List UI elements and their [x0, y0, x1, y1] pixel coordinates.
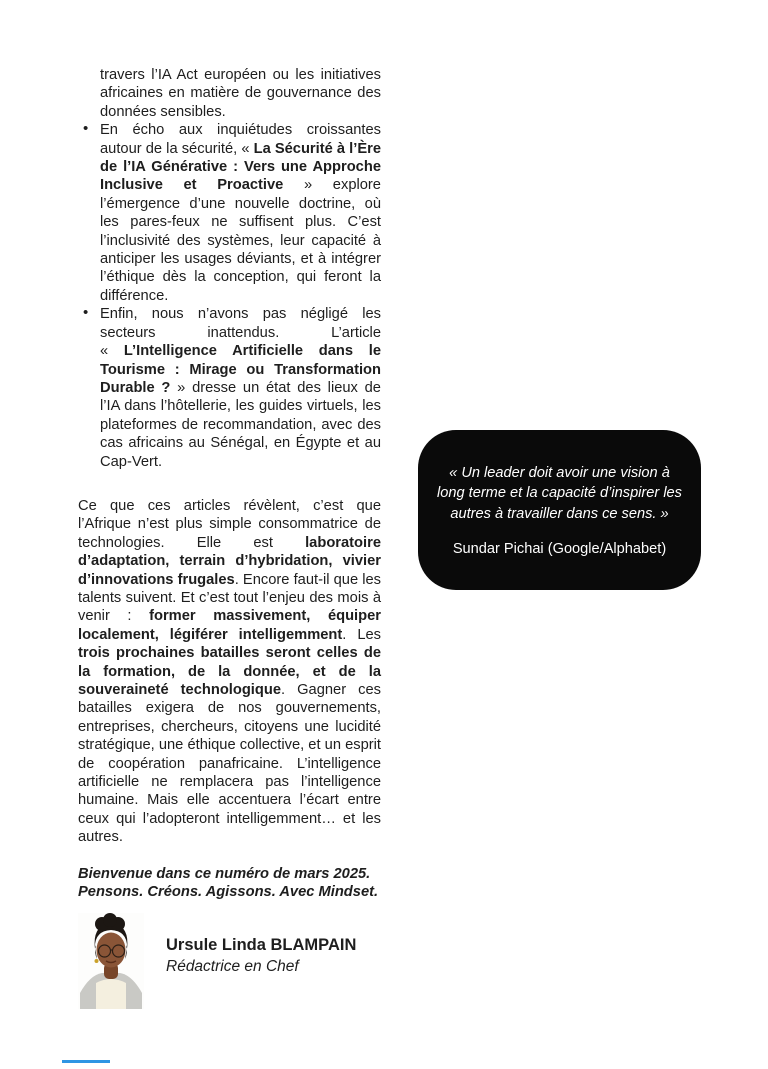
page-bottom-blue-mark	[62, 1060, 110, 1063]
quote-card	[418, 430, 701, 590]
bullet-text: Enfin, nous n’avons pas négligé les secteurs inattendus. L’article « L’Intelligence Artificielle dans le Tourisme : Mirage ou Transformation Durable ? » dresse un état des lieux de l’IA dans l’hôtellerie, les guides virtuels, les plateformes de recommandation, avec des cas africains au Sénégal, en Égypte et au Cap-Vert.	[100, 306, 381, 470]
bullet-dot-icon: •	[83, 304, 89, 322]
bullet-item-tourism	[83, 304, 381, 471]
author-portrait-photo	[78, 913, 144, 1009]
closing-statement	[78, 865, 381, 902]
author-text	[166, 913, 356, 1009]
bullet-dot-icon: •	[83, 120, 89, 138]
author-name: Ursule Linda BLAMPAIN	[166, 936, 357, 955]
closing-line-2: Pensons. Créons. Agissons. Avec Mindset.	[78, 884, 379, 901]
author-block	[78, 913, 381, 1009]
author-role: Rédactrice en Chef	[166, 958, 299, 976]
quote-text: « Un leader doit avoir une vision à long terme et la capacité d’inspirer les autres à travailler dans ce sens. »	[437, 464, 682, 522]
article-column	[78, 66, 381, 1009]
bullet-text: travers l’IA Act européen ou les initiatives africaines en matière de gouvernance des données sensibles.	[100, 67, 381, 120]
quote-attribution: Sundar Pichai (Google/Alphabet)	[452, 541, 667, 558]
bullet-item-security	[83, 120, 382, 305]
closing-line-1: Bienvenue dans ce numéro de mars 2025.	[78, 865, 371, 882]
bullet-list	[78, 66, 381, 471]
bullet-item-continuation	[100, 66, 381, 121]
editorial-paragraph: Ce que ces articles révèlent, c’est que l’Afrique n’est plus simple consommatrice de technologies. Elle est laboratoire d’adaptation, terrain d’hybridation, vivier d’innovations frugales. Encore faut-il que les talents suivent. Et c’est tout l’enjeu des mois à venir : former massivement, équiper localement, légiférer intelligemment. Les trois prochaines batailles seront celles de la formation, de la donnée, et de la souveraineté technologique. Gagner ces batailles exigera de nos gouvernements, entreprises, chercheurs, citoyens une lucidité stratégique, une éthique collective, et un esprit de coopération panafricaine. L’intelligence artificielle ne remplacera pas l’intelligence humaine. Mais elle accentuera l’écart entre ceux qui l’adopteront intelligemment… et les autres.	[78, 497, 382, 846]
bullet-text: En écho aux inquiétudes croissantes autour de la sécurité, « La Sécurité à l’Ère de l’IA Générative : Vers une Approche Inclusive et Proactive » explore l’émergence d’une nouvelle doctrine, où les pares-feux ne suffisent plus. C’est l’inclusivité des systèmes, leur capacité à anticiper les usages déviants, et à intégrer l’éthique dès la conception, qui feront la différence.	[100, 122, 382, 304]
